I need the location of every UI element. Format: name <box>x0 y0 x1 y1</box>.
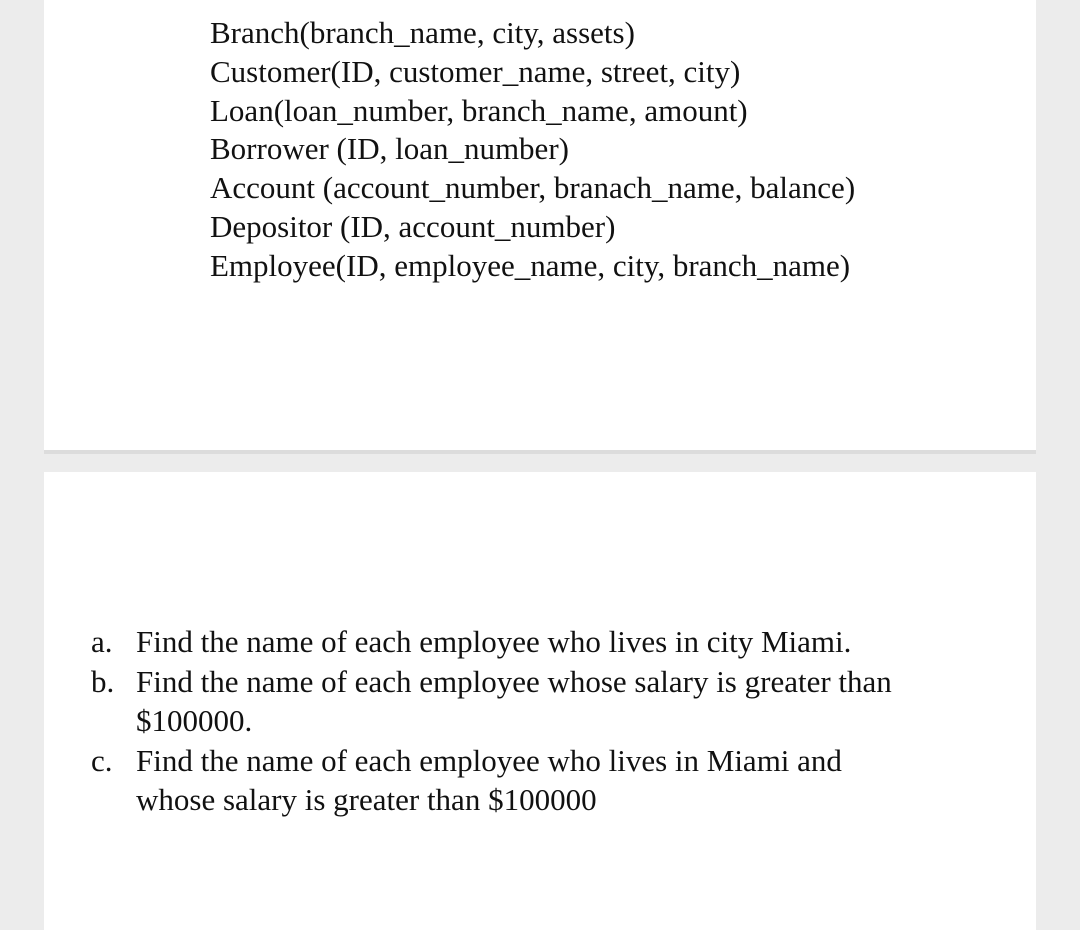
schema-line-account: Account (account_number, branach_name, balance) <box>210 170 856 206</box>
question-text: whose salary is greater than $100000 <box>136 782 597 817</box>
question-text: $100000. <box>136 703 253 738</box>
question-list <box>91 622 991 820</box>
schema-line-branch: Branch(branch_name, city, assets) <box>210 15 635 50</box>
schema-line-customer: Customer(ID, customer_name, street, city) <box>210 53 741 89</box>
question-marker: c. <box>91 742 113 778</box>
question-c <box>91 741 991 820</box>
schema-list <box>210 14 855 286</box>
page-divider <box>44 450 1036 454</box>
question-marker: b. <box>91 663 115 699</box>
question-a <box>91 622 991 662</box>
question-text: Find the name of each employee whose salary is greater than <box>136 663 892 699</box>
schema-line-loan: Loan(loan_number, branch_name, amount) <box>210 92 748 128</box>
page-bottom <box>44 472 1036 930</box>
question-marker: a. <box>91 624 113 659</box>
question-text: Find the name of each employee who lives in Miami and <box>136 742 842 778</box>
question-text: Find the name of each employee who lives in city Miami. <box>136 624 852 659</box>
schema-line-borrower: Borrower (ID, loan_number) <box>210 131 569 167</box>
schema-line-depositor: Depositor (ID, account_number) <box>210 208 616 244</box>
question-b <box>91 662 991 741</box>
page-top <box>44 0 1036 450</box>
schema-line-employee: Employee(ID, employee_name, city, branch_name) <box>210 247 851 283</box>
